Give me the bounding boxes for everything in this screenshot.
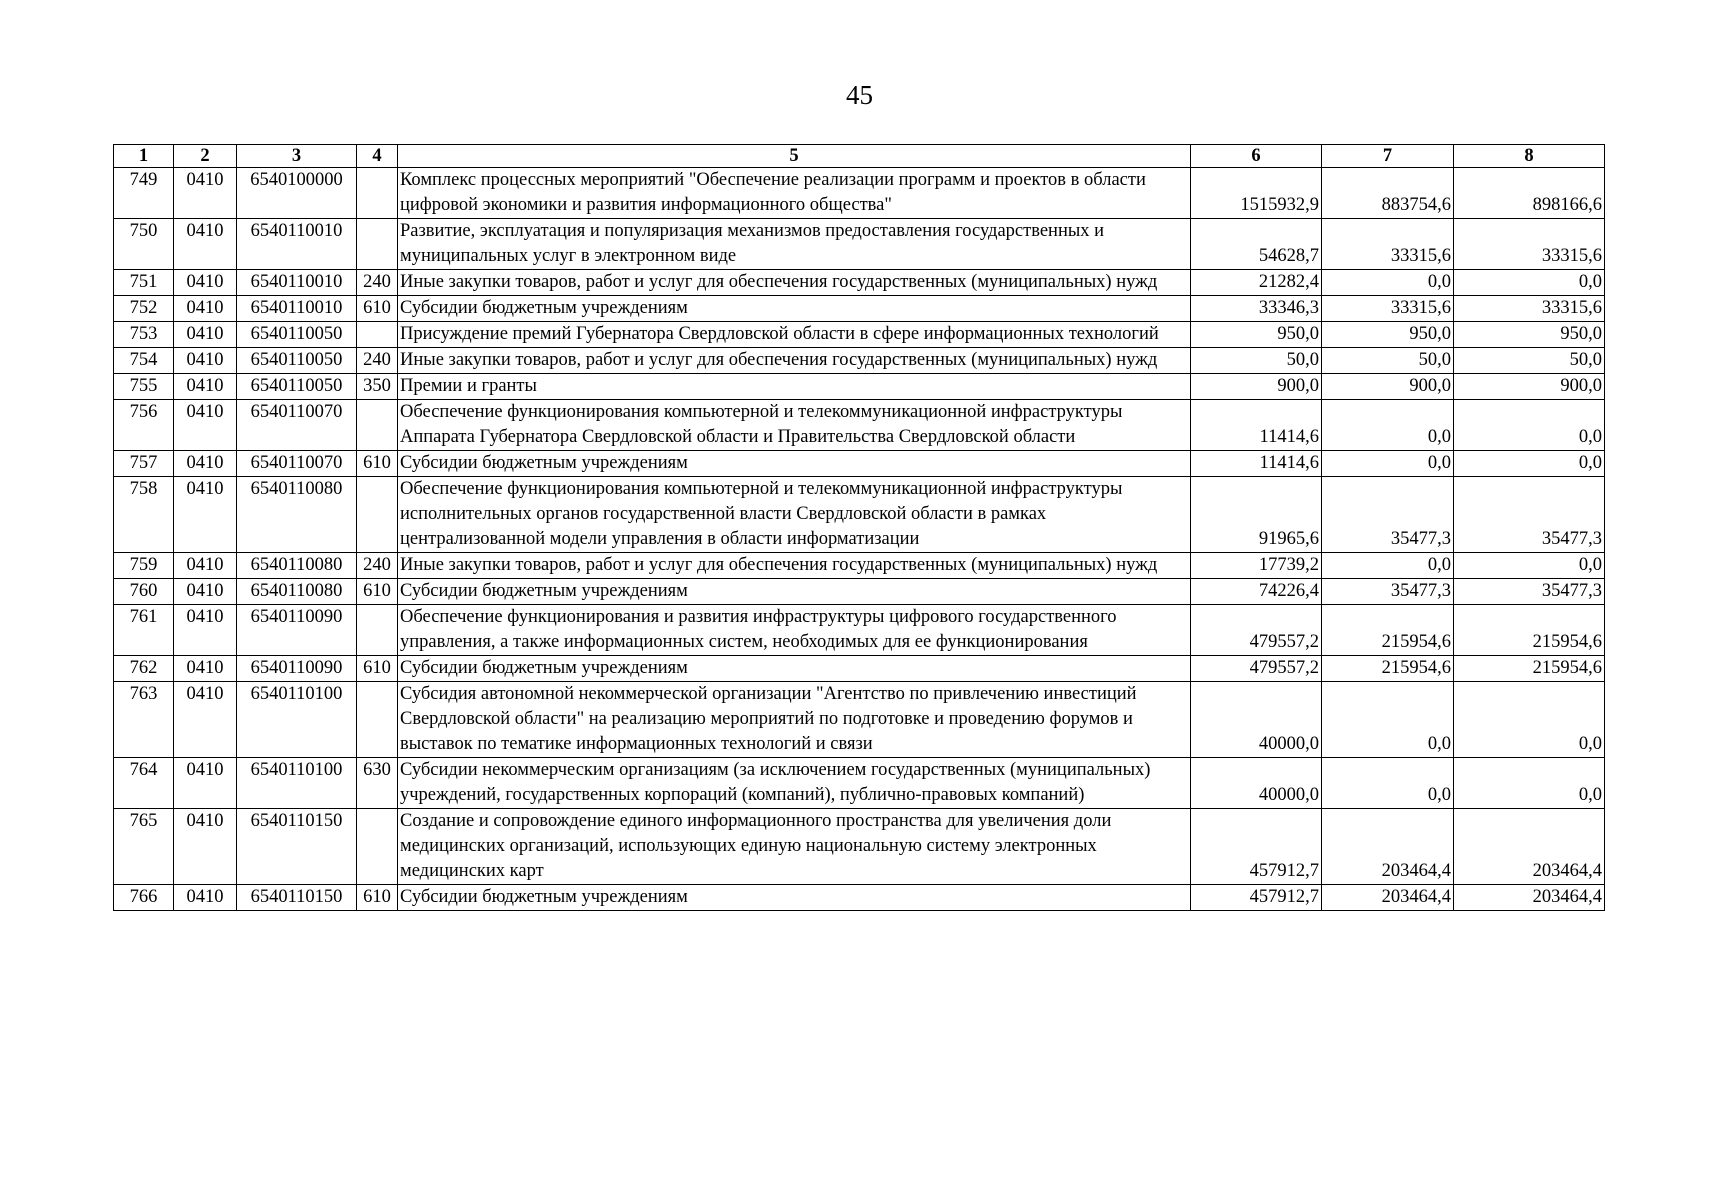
table-row <box>114 270 1605 296</box>
amount-col-7: 203464,4 <box>1322 809 1454 885</box>
description: Субсидии бюджетным учреждениям <box>398 296 1191 322</box>
target-article-code: 6540110010 <box>237 296 357 322</box>
section-code: 0410 <box>174 400 237 451</box>
description: Субсидии бюджетным учреждениям <box>398 451 1191 477</box>
amount-col-8: 0,0 <box>1454 758 1605 809</box>
row-number: 749 <box>114 168 174 219</box>
table-row <box>114 758 1605 809</box>
table-row <box>114 656 1605 682</box>
section-code: 0410 <box>174 809 237 885</box>
budget-table <box>113 144 1605 911</box>
row-number: 758 <box>114 477 174 553</box>
description: Обеспечение функционирования компьютерной и телекоммуникационной инфраструктуры Аппарата Губернатора Свердловской области и Правительства Свердловской области <box>398 400 1191 451</box>
expense-type-code: 610 <box>357 579 398 605</box>
description: Субсидии бюджетным учреждениям <box>398 885 1191 911</box>
table-body <box>114 168 1605 911</box>
description: Субсидия автономной некоммерческой организации "Агентство по привлечению инвестиций Свердловской области" на реализацию мероприятий по подготовке и проведению форумов и выставок по тематике информационных технологий и связи <box>398 682 1191 758</box>
description: Комплекс процессных мероприятий "Обеспечение реализации программ и проектов в области цифровой экономики и развития информационного общества" <box>398 168 1191 219</box>
expense-type-code <box>357 168 398 219</box>
expense-type-code <box>357 322 398 348</box>
table-row <box>114 296 1605 322</box>
expense-type-code: 350 <box>357 374 398 400</box>
expense-type-code: 240 <box>357 270 398 296</box>
amount-col-8: 950,0 <box>1454 322 1605 348</box>
section-code: 0410 <box>174 758 237 809</box>
row-number: 759 <box>114 553 174 579</box>
table-row <box>114 322 1605 348</box>
page-number: 45 <box>846 80 873 110</box>
amount-col-6: 479557,2 <box>1191 605 1322 656</box>
table-row <box>114 219 1605 270</box>
header-col-5: 5 <box>398 145 1191 168</box>
expense-type-code <box>357 219 398 270</box>
target-article-code: 6540110050 <box>237 374 357 400</box>
amount-col-8: 0,0 <box>1454 400 1605 451</box>
amount-col-8: 898166,6 <box>1454 168 1605 219</box>
amount-col-7: 50,0 <box>1322 348 1454 374</box>
amount-col-7: 33315,6 <box>1322 296 1454 322</box>
section-code: 0410 <box>174 451 237 477</box>
amount-col-6: 11414,6 <box>1191 451 1322 477</box>
amount-col-8: 35477,3 <box>1454 579 1605 605</box>
section-code: 0410 <box>174 219 237 270</box>
header-row <box>114 145 1605 168</box>
header-col-3: 3 <box>237 145 357 168</box>
amount-col-8: 33315,6 <box>1454 219 1605 270</box>
amount-col-6: 457912,7 <box>1191 885 1322 911</box>
target-article-code: 6540110070 <box>237 451 357 477</box>
amount-col-8: 0,0 <box>1454 682 1605 758</box>
target-article-code: 6540110080 <box>237 579 357 605</box>
description: Субсидии бюджетным учреждениям <box>398 656 1191 682</box>
amount-col-6: 74226,4 <box>1191 579 1322 605</box>
amount-col-7: 0,0 <box>1322 400 1454 451</box>
section-code: 0410 <box>174 553 237 579</box>
amount-col-8: 50,0 <box>1454 348 1605 374</box>
amount-col-6: 11414,6 <box>1191 400 1322 451</box>
header-col-6: 6 <box>1191 145 1322 168</box>
target-article-code: 6540100000 <box>237 168 357 219</box>
section-code: 0410 <box>174 885 237 911</box>
table-row <box>114 477 1605 553</box>
description: Создание и сопровождение единого информационного пространства для увеличения доли медицинских организаций, использующих единую национальную систему электронных медицинских карт <box>398 809 1191 885</box>
row-number: 762 <box>114 656 174 682</box>
expense-type-code <box>357 605 398 656</box>
expense-type-code: 610 <box>357 296 398 322</box>
row-number: 756 <box>114 400 174 451</box>
description: Премии и гранты <box>398 374 1191 400</box>
expense-type-code <box>357 477 398 553</box>
header-col-2: 2 <box>174 145 237 168</box>
amount-col-6: 91965,6 <box>1191 477 1322 553</box>
amount-col-8: 203464,4 <box>1454 809 1605 885</box>
target-article-code: 6540110010 <box>237 270 357 296</box>
table-row <box>114 168 1605 219</box>
amount-col-7: 33315,6 <box>1322 219 1454 270</box>
amount-col-6: 50,0 <box>1191 348 1322 374</box>
amount-col-6: 950,0 <box>1191 322 1322 348</box>
expense-type-code: 240 <box>357 553 398 579</box>
target-article-code: 6540110050 <box>237 322 357 348</box>
description: Развитие, эксплуатация и популяризация механизмов предоставления государственных и муниципальных услуг в электронном виде <box>398 219 1191 270</box>
section-code: 0410 <box>174 322 237 348</box>
target-article-code: 6540110100 <box>237 682 357 758</box>
expense-type-code <box>357 809 398 885</box>
target-article-code: 6540110080 <box>237 477 357 553</box>
description: Иные закупки товаров, работ и услуг для обеспечения государственных (муниципальных) нужд <box>398 348 1191 374</box>
row-number: 766 <box>114 885 174 911</box>
table-row <box>114 579 1605 605</box>
section-code: 0410 <box>174 296 237 322</box>
target-article-code: 6540110090 <box>237 605 357 656</box>
section-code: 0410 <box>174 374 237 400</box>
amount-col-7: 0,0 <box>1322 758 1454 809</box>
row-number: 757 <box>114 451 174 477</box>
table-row <box>114 682 1605 758</box>
section-code: 0410 <box>174 682 237 758</box>
amount-col-6: 1515932,9 <box>1191 168 1322 219</box>
target-article-code: 6540110090 <box>237 656 357 682</box>
amount-col-7: 35477,3 <box>1322 579 1454 605</box>
description: Субсидии некоммерческим организациям (за исключением государственных (муниципальных) учреждений, государственных корпораций (компаний), публично-правовых компаний) <box>398 758 1191 809</box>
row-number: 752 <box>114 296 174 322</box>
amount-col-7: 883754,6 <box>1322 168 1454 219</box>
row-number: 760 <box>114 579 174 605</box>
amount-col-7: 203464,4 <box>1322 885 1454 911</box>
row-number: 761 <box>114 605 174 656</box>
description: Иные закупки товаров, работ и услуг для обеспечения государственных (муниципальных) нужд <box>398 270 1191 296</box>
amount-col-7: 215954,6 <box>1322 656 1454 682</box>
section-code: 0410 <box>174 605 237 656</box>
description: Обеспечение функционирования и развития инфраструктуры цифрового государственного управления, а также информационных систем, необходимых для ее функционирования <box>398 605 1191 656</box>
expense-type-code <box>357 682 398 758</box>
amount-col-7: 35477,3 <box>1322 477 1454 553</box>
description: Иные закупки товаров, работ и услуг для обеспечения государственных (муниципальных) нужд <box>398 553 1191 579</box>
row-number: 763 <box>114 682 174 758</box>
section-code: 0410 <box>174 270 237 296</box>
amount-col-7: 0,0 <box>1322 270 1454 296</box>
table-row <box>114 400 1605 451</box>
section-code: 0410 <box>174 656 237 682</box>
row-number: 765 <box>114 809 174 885</box>
section-code: 0410 <box>174 168 237 219</box>
amount-col-8: 33315,6 <box>1454 296 1605 322</box>
description: Субсидии бюджетным учреждениям <box>398 579 1191 605</box>
expense-type-code: 610 <box>357 451 398 477</box>
amount-col-6: 457912,7 <box>1191 809 1322 885</box>
amount-col-6: 33346,3 <box>1191 296 1322 322</box>
target-article-code: 6540110050 <box>237 348 357 374</box>
amount-col-8: 203464,4 <box>1454 885 1605 911</box>
amount-col-8: 215954,6 <box>1454 656 1605 682</box>
target-article-code: 6540110070 <box>237 400 357 451</box>
amount-col-6: 17739,2 <box>1191 553 1322 579</box>
header-col-8: 8 <box>1454 145 1605 168</box>
table-row <box>114 374 1605 400</box>
description: Обеспечение функционирования компьютерной и телекоммуникационной инфраструктуры исполнительных органов государственной власти Свердловской области в рамках централизованной модели управления в области информатизации <box>398 477 1191 553</box>
target-article-code: 6540110080 <box>237 553 357 579</box>
expense-type-code: 610 <box>357 656 398 682</box>
amount-col-8: 0,0 <box>1454 270 1605 296</box>
amount-col-7: 950,0 <box>1322 322 1454 348</box>
target-article-code: 6540110010 <box>237 219 357 270</box>
header-col-1: 1 <box>114 145 174 168</box>
target-article-code: 6540110100 <box>237 758 357 809</box>
section-code: 0410 <box>174 477 237 553</box>
header-col-7: 7 <box>1322 145 1454 168</box>
table-row <box>114 605 1605 656</box>
amount-col-6: 21282,4 <box>1191 270 1322 296</box>
row-number: 751 <box>114 270 174 296</box>
amount-col-8: 0,0 <box>1454 553 1605 579</box>
amount-col-7: 0,0 <box>1322 682 1454 758</box>
amount-col-7: 0,0 <box>1322 451 1454 477</box>
amount-col-7: 0,0 <box>1322 553 1454 579</box>
target-article-code: 6540110150 <box>237 885 357 911</box>
row-number: 754 <box>114 348 174 374</box>
amount-col-6: 40000,0 <box>1191 682 1322 758</box>
amount-col-6: 900,0 <box>1191 374 1322 400</box>
expense-type-code <box>357 400 398 451</box>
table-row <box>114 809 1605 885</box>
expense-type-code: 630 <box>357 758 398 809</box>
table-row <box>114 885 1605 911</box>
amount-col-7: 215954,6 <box>1322 605 1454 656</box>
section-code: 0410 <box>174 348 237 374</box>
table-row <box>114 553 1605 579</box>
amount-col-8: 215954,6 <box>1454 605 1605 656</box>
row-number: 764 <box>114 758 174 809</box>
expense-type-code: 610 <box>357 885 398 911</box>
section-code: 0410 <box>174 579 237 605</box>
amount-col-6: 54628,7 <box>1191 219 1322 270</box>
row-number: 753 <box>114 322 174 348</box>
amount-col-7: 900,0 <box>1322 374 1454 400</box>
target-article-code: 6540110150 <box>237 809 357 885</box>
row-number: 755 <box>114 374 174 400</box>
row-number: 750 <box>114 219 174 270</box>
table-row <box>114 451 1605 477</box>
header-col-4: 4 <box>357 145 398 168</box>
amount-col-8: 900,0 <box>1454 374 1605 400</box>
amount-col-8: 35477,3 <box>1454 477 1605 553</box>
amount-col-6: 479557,2 <box>1191 656 1322 682</box>
description: Присуждение премий Губернатора Свердловской области в сфере информационных технологий <box>398 322 1191 348</box>
amount-col-6: 40000,0 <box>1191 758 1322 809</box>
amount-col-8: 0,0 <box>1454 451 1605 477</box>
expense-type-code: 240 <box>357 348 398 374</box>
table-row <box>114 348 1605 374</box>
